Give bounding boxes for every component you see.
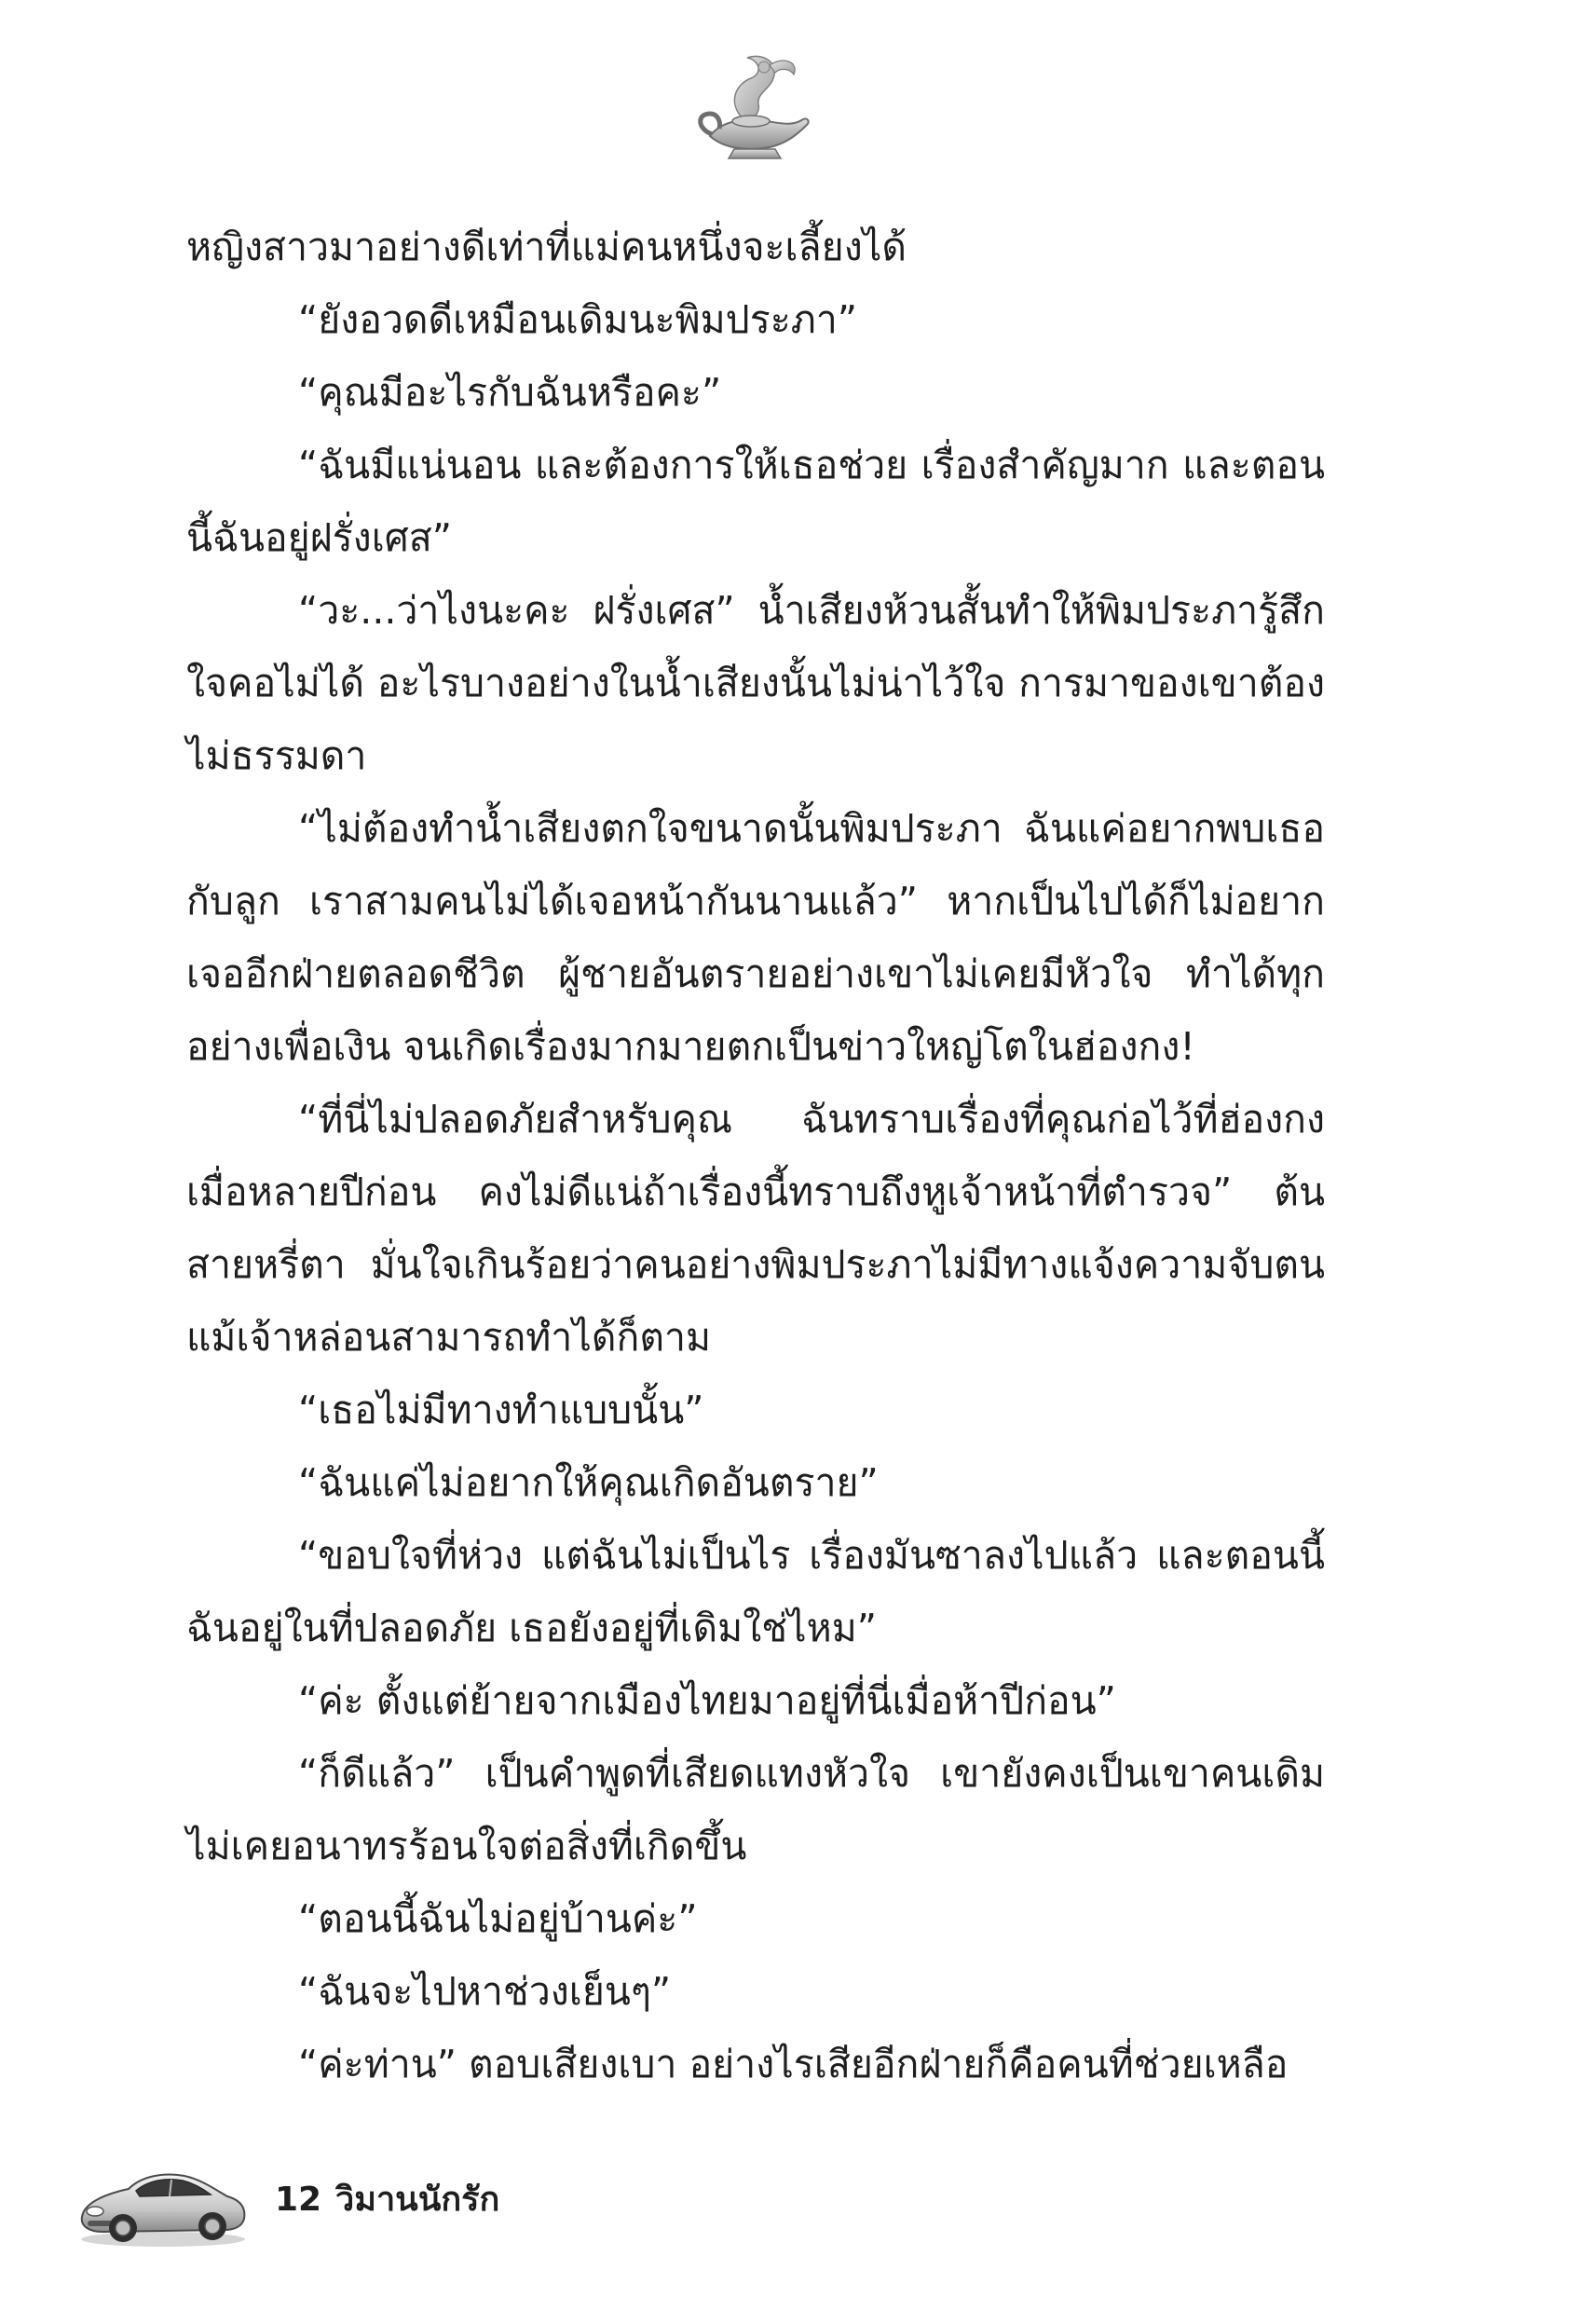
paragraph: “ตอนนี้ฉันไม่อยู่บ้านค่ะ” — [298, 1896, 698, 1941]
story-text — [186, 211, 1325, 2100]
paragraph: “เธอไม่มีทางทำแบบนั้น” — [298, 1388, 704, 1432]
book-title: วิมานนักรัก — [335, 2181, 500, 2219]
paragraph: “ค่ะท่าน” ตอบเสียงเบา อย่างไรเสียอีกฝ่ายก็คือคนที่ช่วยเหลือ — [298, 2042, 1289, 2086]
paragraph: “ฉันมีแน่นอน และต้องการให้เธอช่วย เรื่องสำคัญมาก และตอนนี้ฉันอยู่ฝรั่งเศส” — [186, 443, 1325, 560]
paragraph: “ก็ดีแล้ว” เป็นคำพูดที่เสียดแทงหัวใจ เขายังคงเป็นเขาคนเดิมไม่เคยอนาทรร้อนใจต่อสิ่งที่เกิดขึ้น — [186, 1751, 1325, 1868]
sports-car-icon — [75, 2148, 252, 2250]
paragraph: “ฉันจะไปหาช่วงเย็นๆ” — [298, 1969, 672, 2014]
paragraph: หญิงสาวมาอย่างดีเท่าที่แม่คนหนึ่งจะเลี้ยงได้ — [186, 225, 907, 269]
paragraph: “ขอบใจที่ห่วง แต่ฉันไม่เป็นไร เรื่องมันซาลงไปแล้ว และตอนนี้ฉันอยู่ในที่ปลอดภัย เธอยังอยู่ที่เดิมใช่ไหม” — [186, 1533, 1325, 1650]
paragraph: “ยังอวดดีเหมือนเดิมนะพิมประภา” — [298, 297, 858, 342]
paragraph: “ไม่ต้องทำน้ำเสียงตกใจขนาดนั้นพิมประภา ฉันแค่อยากพบเธอกับลูก เราสามคนไม่ได้เจอหน้ากันนานแล้ว” หากเป็นไปได้ก็ไม่อยากเจออีกฝ่ายตลอดชีวิต ผู้ชายอันตรายอย่างเขาไม่เคยมีหัวใจ ทำได้ทุกอย่างเพื่อเงิน จนเกิดเรื่องมากมายตกเป็นข่าวใหญ่โตในฮ่องกง! — [186, 806, 1325, 1069]
page-footer — [75, 2148, 634, 2250]
paragraph: “วะ...ว่าไงนะคะ ฝรั่งเศส” น้ำเสียงห้วนสั้นทำให้พิมประภารู้สึกใจคอไม่ได้ อะไรบางอย่างในน้ำเสียงนั้นไม่น่าไว้ใจ การมาของเขาต้องไม่ธรรมดา — [186, 588, 1325, 778]
page-number: 12 — [275, 2181, 322, 2219]
paragraph: “ที่นี่ไม่ปลอดภัยสำหรับคุณ ฉันทราบเรื่องที่คุณก่อไว้ที่ฮ่องกงเมื่อหลายปีก่อน คงไม่ดีแน่ถ้าเรื่องนี้ทราบถึงหูเจ้าหน้าที่ตำรวจ” ต้นสายหรี่ตา มั่นใจเกินร้อยว่าคนอย่างพิมประภาไม่มีทางแจ้งความจับตน แม้เจ้าหล่อนสามารถทำได้ก็ตาม — [186, 1097, 1325, 1360]
paragraph: “ฉันแค่ไม่อยากให้คุณเกิดอันตราย” — [298, 1460, 879, 1505]
paragraph: “ค่ะ ตั้งแต่ย้ายจากเมืองไทยมาอยู่ที่นี่เมื่อห้าปีก่อน” — [298, 1678, 1116, 1723]
paragraph: “คุณมีอะไรกับฉันหรือคะ” — [298, 370, 722, 415]
genie-lamp-icon — [689, 47, 820, 168]
